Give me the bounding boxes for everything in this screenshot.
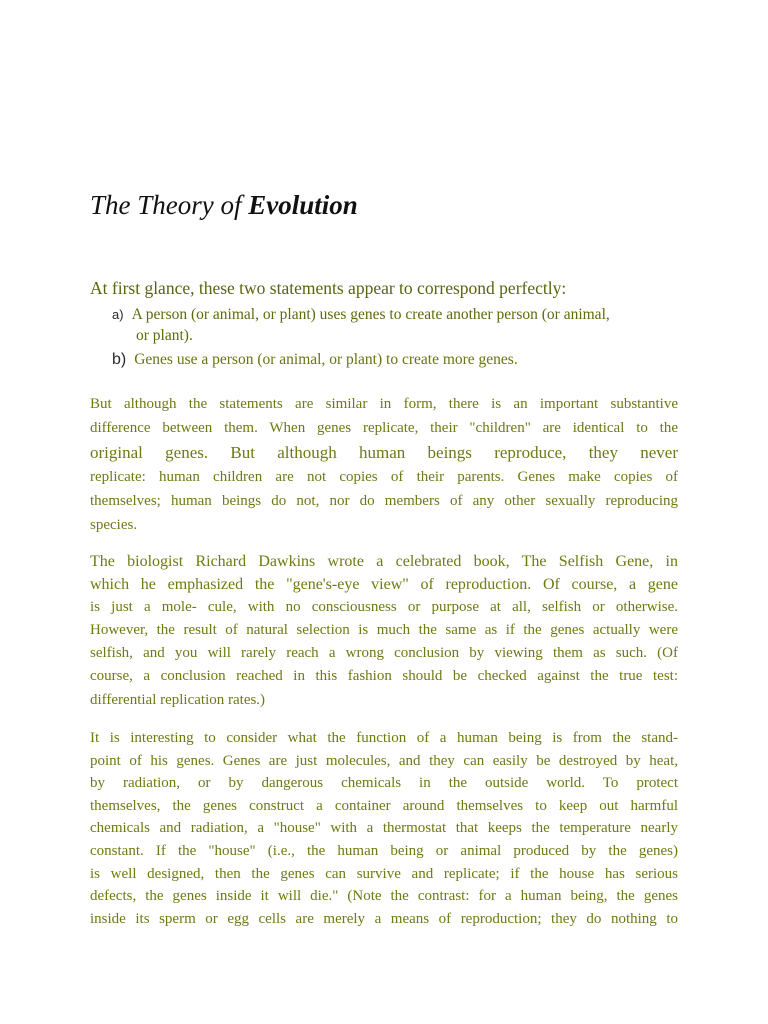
- paragraph-line: selfish, and you will rarely reach a wrong conclusion by viewing them as such. (Of: [90, 645, 678, 662]
- paragraph-line: course, a conclusion reached in this fashion should be checked against the true test:: [90, 668, 678, 685]
- list-marker-a: a): [112, 307, 124, 322]
- paragraph-line: It is interesting to consider what the function of a human being is from the stand-: [90, 730, 678, 746]
- paragraph-line: themselves, the genes construct a container around themselves to keep out harmful: [90, 797, 678, 814]
- page-title: [90, 190, 358, 221]
- title-part-1: The Theory of: [90, 190, 249, 220]
- paragraph-line: point of his genes. Genes are just molecules, and they can easily be destroyed by heat,: [90, 752, 678, 769]
- paragraph-line: defects, the genes inside it will die." (Note the contrast: for a human being, the genes: [90, 888, 678, 905]
- paragraph-line: constant. If the "house" (i.e., the human being or animal produced by the genes): [90, 842, 678, 859]
- paragraph-line: difference between them. When genes replicate, their "children" are identical to the: [90, 420, 678, 437]
- paragraph-line: But although the statements are similar in form, there is an important substantive: [90, 396, 678, 412]
- paragraph-3: [90, 727, 678, 930]
- list-item-a-line1: A person (or animal, or plant) uses genes to create another person (or animal,: [131, 306, 610, 323]
- list-item-a-line2: or plant).: [136, 327, 193, 344]
- paragraph-line: by radiation, or by dangerous chemicals in the outside world. To protect: [90, 775, 678, 792]
- paragraph-line: themselves; human beings do not, nor do members of any other sexually reproducing: [90, 493, 678, 510]
- paragraph-line: differential replication rates.): [90, 691, 266, 708]
- title-part-2: Evolution: [248, 190, 358, 220]
- paragraph-line: original genes. But although human beings reproduce, they never: [90, 442, 678, 462]
- paragraph-line: species.: [90, 517, 138, 534]
- paragraph-line: inside its sperm or egg cells are merely a means of reproduction; they do nothing to: [90, 910, 678, 927]
- paragraph-line: However, the result of natural selection is much the same as if the genes actually were: [90, 622, 678, 639]
- paragraph-line: The biologist Richard Dawkins wrote a celebrated book, The Selfish Gene, in: [90, 553, 678, 570]
- paragraph-1: [90, 392, 678, 538]
- paragraph-line: replicate: human children are not copies of their parents. Genes make copies of: [90, 468, 678, 485]
- list-item-b-line1: Genes use a person (or animal, or plant) to create more genes.: [134, 351, 518, 368]
- list-marker-b: b): [112, 351, 127, 368]
- paragraph-2: [90, 550, 678, 712]
- paragraph-line: is just a mole- cule, with no consciousness or purpose at all, selfish or otherwise.: [90, 599, 678, 616]
- paragraph-line: chemicals and radiation, a "house" with a thermostat that keeps the temperature nearly: [90, 820, 678, 837]
- intro-sentence: At first glance, these two statements appear to correspond perfectly:: [90, 278, 567, 298]
- paragraph-line: which he emphasized the "gene's-eye view" of reproduction. Of course, a gene: [90, 576, 678, 594]
- paragraph-line: is well designed, then the genes can survive and replicate; if the house has serious: [90, 865, 678, 882]
- list-item-b: [112, 349, 678, 370]
- list-item-a: [112, 304, 678, 346]
